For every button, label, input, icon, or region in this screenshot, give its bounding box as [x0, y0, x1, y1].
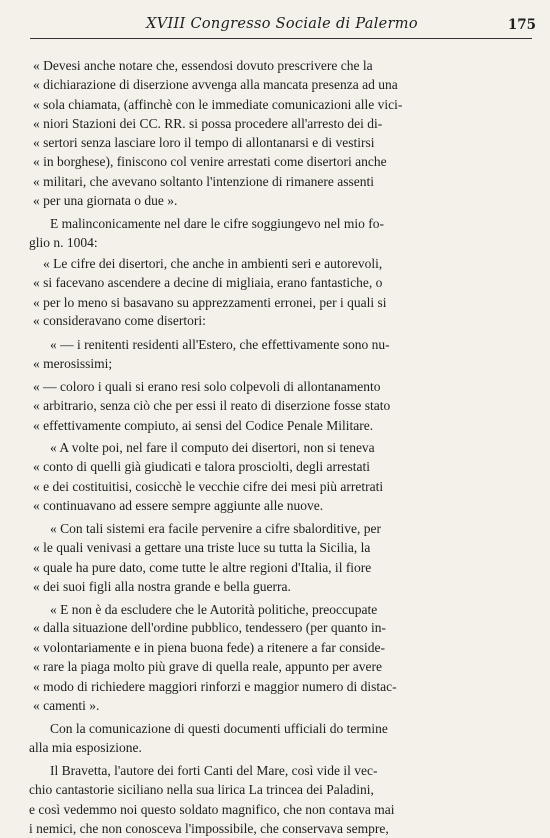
header-rule	[30, 38, 532, 39]
text-line: « continuavano ad essere sempre aggiunte alle nuove.	[33, 498, 324, 514]
text-line: E malinconicamente nel dare le cifre soggiungevo nel mio fo-	[50, 215, 384, 231]
text-line: « camenti ».	[33, 697, 100, 713]
text-line: « E non è da escludere che le Autorità politiche, preoccupate	[50, 601, 378, 617]
text-line: chio cantastorie siciliano nella sua lirica La trincea dei Paladini,	[29, 782, 374, 798]
text-line: « sertori senza lasciare loro il tempo di allontanarsi e di vestirsi	[33, 134, 375, 150]
text-line: i nemici, che non conosceva l'impossibile, che conservava sempre,	[29, 821, 389, 837]
text-line: Con la comunicazione di questi documenti ufficiali do termine	[50, 720, 388, 736]
text-line: « Devesi anche notare che, essendosi dovuto prescrivere che la	[33, 57, 373, 73]
text-line: « — coloro i quali si erano resi solo colpevoli di allontanamento	[33, 379, 381, 395]
text-line: alla mia esposizione.	[29, 740, 142, 756]
text-line: e così vedemmo noi questo soldato magnifico, che non contava mai	[29, 801, 395, 817]
text-line: « per una giornata o due ».	[33, 193, 178, 209]
page-number: 175	[507, 17, 536, 33]
text-line: « consideravano come disertori:	[33, 313, 206, 329]
text-line: « — i renitenti residenti all'Estero, che effettivamente sono nu-	[50, 336, 390, 352]
text-line: Il Bravetta, l'autore dei forti Canti del Mare, così vide il vec-	[50, 762, 378, 778]
text-line: « militari, che avevano soltanto l'intenzione di rimanere assenti	[33, 173, 374, 189]
text-line: « Le cifre dei disertori, che anche in ambienti seri e autorevoli,	[43, 255, 383, 271]
text-line: « dichiarazione di diserzione avvenga alla mancata presenza ad una	[33, 77, 398, 93]
text-line: « merosissimi;	[33, 356, 113, 372]
text-line: « per lo meno si basavano su apprezzamenti erronei, per i quali si	[33, 294, 387, 310]
text-line: « effettivamente compiuto, ai sensi del Codice Penale Militare.	[33, 417, 374, 433]
text-line: « si facevano ascendere a decine di migliaia, erano fantastiche, o	[33, 275, 383, 291]
text-line: « modo di richiedere maggiori rinforzi e maggior numero di distac-	[33, 678, 397, 694]
text-line: « volontariamente e in piena buona fede) a ritenere a far conside-	[33, 639, 385, 655]
text-line: « Con tali sistemi era facile pervenire a cifre sbalorditive, per	[50, 520, 381, 536]
running-title: XVIII Congresso Sociale di Palermo	[146, 16, 418, 32]
text-line: glio n. 1004:	[29, 235, 98, 251]
text-line: « in borghese), finiscono col venire arrestati come disertori anche	[33, 154, 387, 170]
text-line: « dei suoi figli alla nostra grande e bella guerra.	[33, 579, 291, 595]
text-line: « dalla situazione dell'ordine pubblico, tendessero (per quanto in-	[33, 620, 386, 636]
text-line: « le quali venivasi a gettare una triste luce su tutta la Sicilia, la	[33, 540, 371, 556]
text-line: « quale ha pure dato, come tutte le altre regioni d'Italia, il fiore	[33, 559, 372, 575]
text-line: « niori Stazioni dei CC. RR. si possa procedere all'arresto dei di-	[33, 116, 383, 132]
text-line: « conto di quelli già giudicati e talora prosciolti, degli arrestati	[33, 459, 371, 475]
text-line: « A volte poi, nel fare il computo dei disertori, non si teneva	[50, 439, 375, 455]
text-line: « e dei costituitisi, cosicchè le vecchie cifre dei mesi più arretrati	[33, 478, 384, 494]
text-line: « sola chiamata, (affinchè con le immediate comunicazioni alle vici-	[33, 96, 403, 112]
text-line: « arbitrario, senza ciò che per essi il reato di diserzione fosse stato	[33, 398, 391, 414]
page-header	[28, 16, 536, 36]
text-line: « rare la piaga molto più grave di quella reale, appunto per avere	[33, 659, 382, 675]
